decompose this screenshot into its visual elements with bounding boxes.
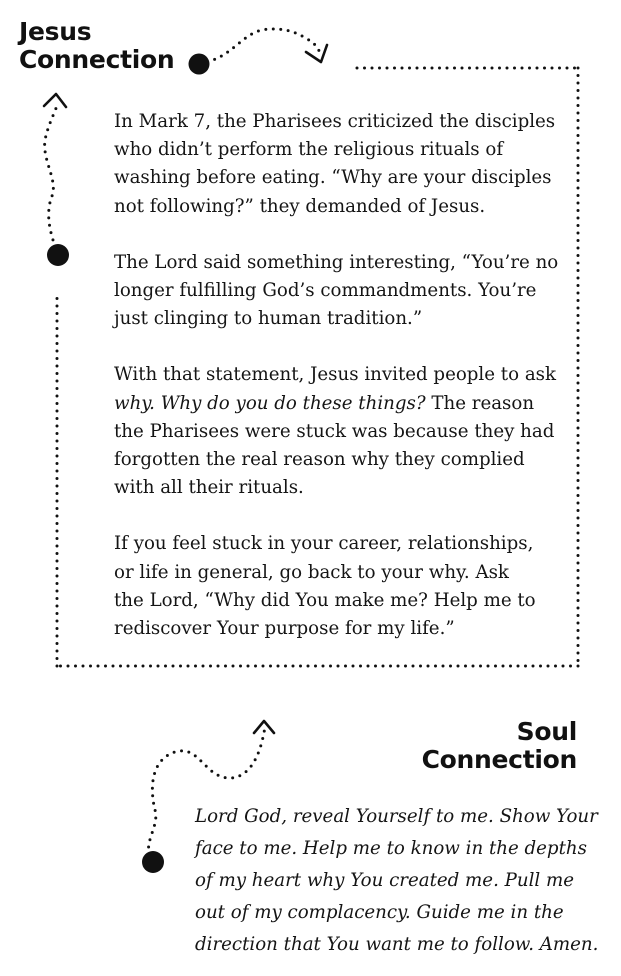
soul-dot — [142, 851, 164, 873]
left-squiggle-line — [45, 103, 58, 254]
jesus-connection-heading — [19, 18, 174, 74]
paragraph — [114, 108, 554, 221]
prayer-line: direction that You want me to follow. Amen. — [195, 934, 599, 955]
jesus-connection-body — [114, 108, 559, 671]
arrowhead-up-left — [44, 94, 66, 107]
heading-line: Connection — [421, 745, 577, 774]
soul-connection-prayer — [195, 801, 599, 961]
text-line: The Lord said something interesting, “You’re no — [114, 251, 559, 273]
text-line — [114, 390, 554, 418]
left-dot — [47, 244, 69, 266]
text-line: the Lord, “Why did You make me? Help me to — [114, 589, 536, 611]
text-line: washing before eating. “Why are your disciples — [114, 167, 552, 189]
prayer-line: of my heart why You created me. Pull me — [195, 870, 575, 891]
text-line: If you feel stuck in your career, relationships, — [114, 533, 534, 555]
paragraph — [114, 530, 554, 643]
text-line: the Pharisees were stuck was because they had — [114, 420, 555, 442]
italic-question: why. Why do you do these things? — [114, 392, 426, 414]
text-line: with all their rituals. — [114, 477, 304, 499]
prayer-line: Lord God, reveal Yourself to me. Show Your — [195, 806, 598, 827]
arrowhead-right — [306, 45, 327, 62]
prayer-line: face to me. Help me to know in the depths — [195, 838, 587, 859]
text-line: just clinging to human tradition.” — [114, 308, 423, 330]
heading-line: Connection — [19, 45, 175, 74]
jesus-squiggle-line — [200, 29, 321, 63]
heading-line: Soul — [516, 717, 577, 746]
text-line: In Mark 7, the Pharisees criticized the disciples — [114, 111, 556, 132]
jesus-heading-dot — [189, 54, 210, 75]
soul-connection-heading — [422, 718, 577, 774]
text-fragment: The reason — [425, 392, 535, 414]
text-line: rediscover Your purpose for my life.” — [114, 618, 455, 640]
text-line: forgotten the real reason why they complied — [114, 449, 525, 471]
heading-line: Jesus — [19, 17, 92, 46]
text-line: not following?” they demanded of Jesus. — [114, 195, 486, 217]
text-line: With that statement, Jesus invited people to ask — [114, 364, 557, 386]
paragraph — [114, 249, 559, 334]
paragraph — [114, 361, 557, 502]
text-line: or life in general, go back to your why. Ask — [114, 561, 509, 583]
text-line: longer fulfilling God’s commandments. You’re — [114, 280, 537, 302]
text-line: who didn’t perform the religious rituals of — [114, 139, 504, 161]
prayer-line: out of my complacency. Guide me in the — [195, 902, 564, 923]
